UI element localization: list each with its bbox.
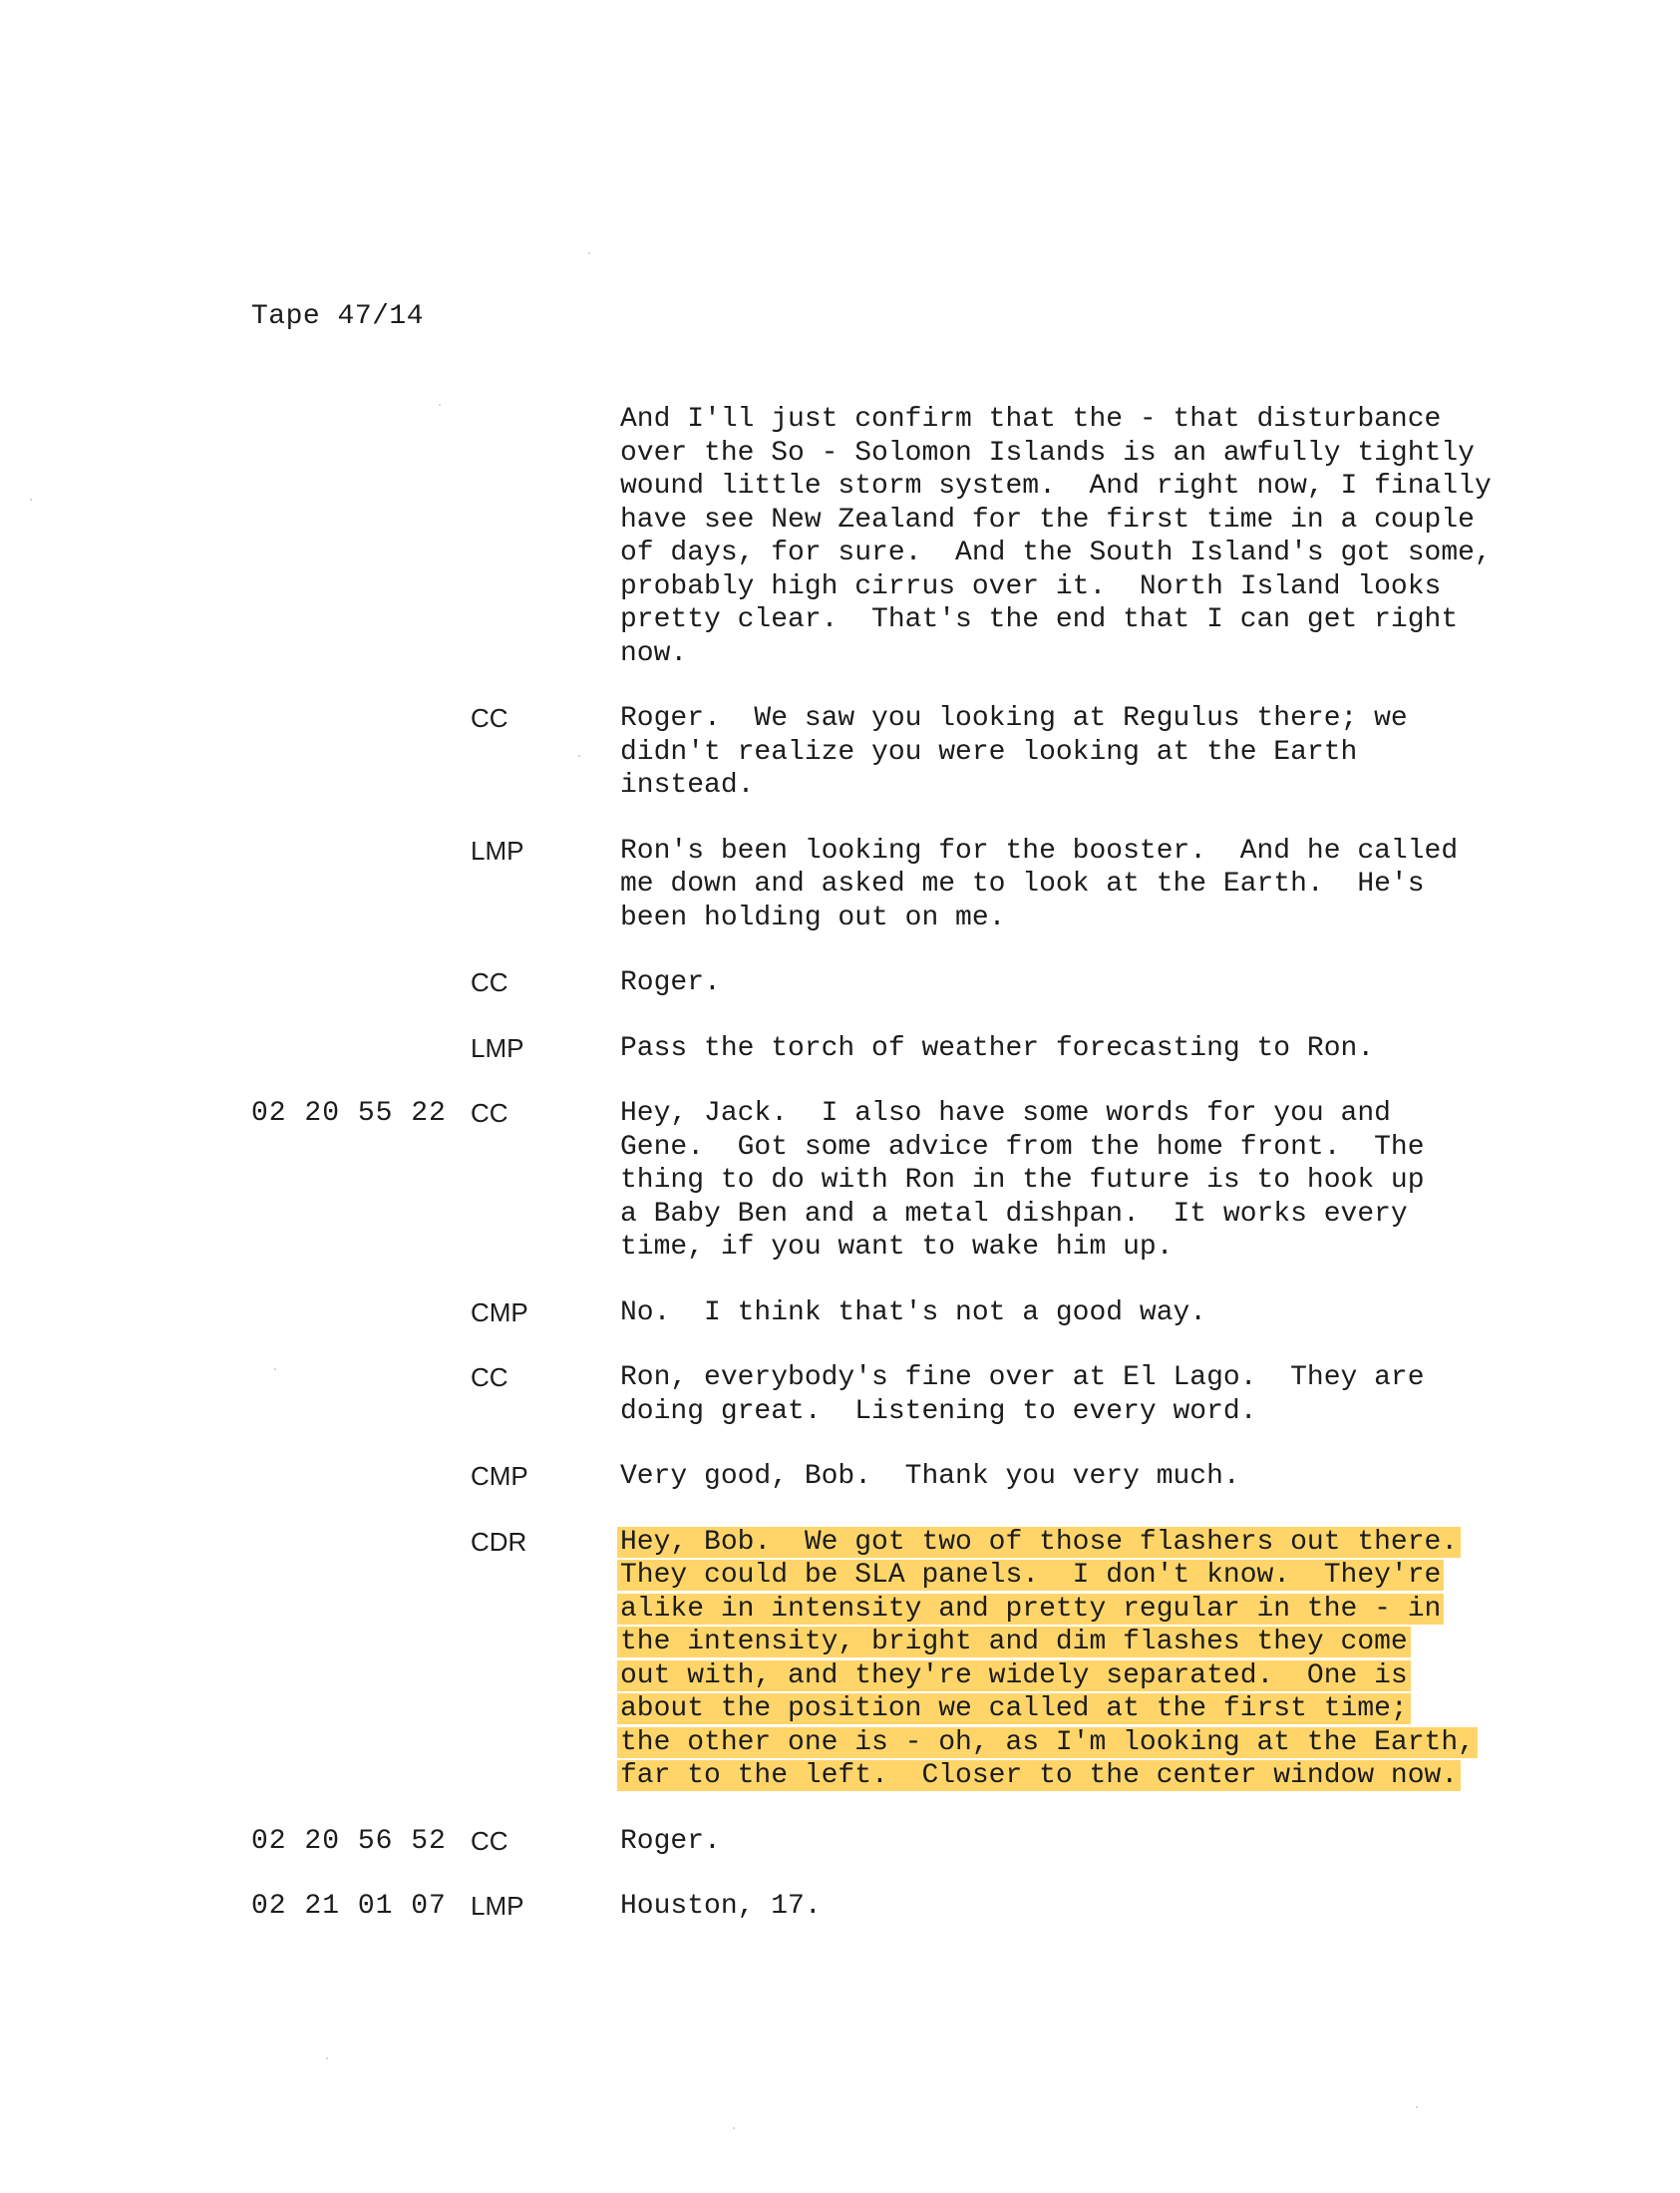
timestamp: 02 20 56 52 [251, 1825, 447, 1857]
transcript-entry [251, 1032, 1527, 1066]
timestamp [251, 1296, 471, 1330]
utterance-line [620, 1395, 1498, 1429]
highlighted-text: far to the left. Closer to the center window now. [617, 1760, 1461, 1791]
line-text: have see New Zealand for the first time in a couple [620, 504, 1475, 536]
line-text: probably high cirrus over it. North Island looks [620, 570, 1442, 602]
transcript-entry [251, 1890, 1527, 1924]
utterance-line [620, 1032, 1498, 1066]
speaker-code: CC [471, 1825, 508, 1856]
paper-speck [274, 1368, 276, 1370]
utterance-line [620, 1164, 1498, 1198]
speaker-code: CDR [471, 1526, 527, 1557]
line-text: pretty clear. That's the end that I can get right [620, 604, 1459, 635]
speaker-code [471, 403, 620, 670]
utterance-text [620, 1825, 1498, 1859]
transcript-entry [251, 403, 1527, 670]
paper-speck [578, 755, 580, 757]
speaker-code: CC [471, 1098, 508, 1128]
utterance-text [620, 1097, 1498, 1265]
highlighted-text: the intensity, bright and dim flashes they come [617, 1627, 1411, 1657]
line-text: didn't realize you were looking at the Earth [620, 736, 1358, 768]
timestamp [251, 966, 471, 1000]
timestamp: 02 21 01 07 [251, 1891, 447, 1922]
line-text: Hey, Jack. I also have some words for you and [620, 1098, 1391, 1129]
highlighted-text: Hey, Bob. We got two of those flashers out there. [617, 1527, 1461, 1558]
paper-speck [30, 499, 32, 501]
line-text: Roger. [620, 967, 721, 998]
line-text: Gene. Got some advice from the home front. The [620, 1131, 1425, 1163]
line-text: Very good, Bob. Thank you very much. [620, 1461, 1240, 1492]
utterance-line [620, 1460, 1498, 1494]
tape-header: Tape 47/14 [251, 301, 425, 332]
line-text: Ron's been looking for the booster. And he called [620, 835, 1459, 867]
utterance-line [620, 537, 1498, 570]
line-text: over the So - Solomon Islands is an awfully tightly [620, 437, 1475, 469]
utterance-line [620, 1825, 1498, 1859]
transcript-entry [251, 835, 1527, 935]
utterance-line [620, 966, 1498, 1000]
transcript-entry [251, 1361, 1527, 1428]
utterance-line [620, 1692, 1498, 1726]
utterance-line [620, 1361, 1498, 1395]
line-text: now. [620, 637, 688, 669]
speaker-code: LMP [471, 835, 524, 866]
utterance-text [620, 702, 1498, 803]
line-text: Houston, 17. [620, 1891, 822, 1922]
utterance-line [620, 1593, 1498, 1627]
utterance-line [620, 403, 1498, 437]
speaker-code: LMP [471, 1891, 524, 1921]
utterance-text [620, 1361, 1498, 1428]
transcript-entry [251, 966, 1527, 1000]
paper-speck [588, 252, 590, 254]
highlighted-text: alike in intensity and pretty regular in the - in [617, 1594, 1444, 1625]
utterance-line [620, 1559, 1498, 1593]
utterance-line [620, 470, 1498, 504]
utterance-text [620, 1460, 1498, 1494]
line-text: of days, for sure. And the South Island's got some, [620, 538, 1492, 568]
timestamp [251, 1032, 471, 1066]
line-text: And I'll just confirm that the - that disturbance [620, 404, 1442, 435]
transcript-entry [251, 1097, 1527, 1265]
utterance-line [620, 1231, 1498, 1265]
line-text: been holding out on me. [620, 902, 1006, 933]
line-text: a Baby Ben and a metal dishpan. It works every [620, 1198, 1408, 1230]
speaker-code: LMP [471, 1032, 524, 1063]
utterance-line [620, 702, 1498, 736]
timestamp: 02 20 55 22 [251, 1098, 447, 1129]
line-text: Ron, everybody's fine over at El Lago. They are [620, 1362, 1425, 1393]
utterance-line [620, 769, 1498, 803]
highlighted-text: about the position we called at the first time; [617, 1693, 1411, 1724]
timestamp [251, 403, 471, 670]
utterance-line [620, 1759, 1498, 1793]
line-text: thing to do with Ron in the future is to hook up [620, 1165, 1425, 1196]
utterance-line [620, 1659, 1498, 1693]
utterance-line [620, 1296, 1498, 1330]
utterance-line [620, 437, 1498, 471]
utterance-text [620, 1526, 1498, 1793]
line-text: No. I think that's not a good way. [620, 1296, 1207, 1328]
paper-speck [326, 2057, 328, 2059]
utterance-line [620, 1626, 1498, 1659]
line-text: Roger. We saw you looking at Regulus there; we [620, 703, 1408, 734]
line-text: Roger. [620, 1825, 721, 1857]
utterance-text [620, 1032, 1498, 1066]
timestamp [251, 702, 471, 803]
utterance-text [620, 1890, 1498, 1924]
speaker-code: CC [471, 703, 508, 733]
utterance-line [620, 504, 1498, 538]
line-text: me down and asked me to look at the Earth. He's [620, 869, 1425, 900]
timestamp [251, 1361, 471, 1428]
utterance-line [620, 1526, 1498, 1560]
paper-speck [1416, 2106, 1418, 2108]
transcript-entry [251, 1296, 1527, 1330]
timestamp [251, 1526, 471, 1793]
utterance-text [620, 403, 1498, 670]
utterance-line [620, 1198, 1498, 1232]
utterance-line [620, 902, 1498, 935]
line-text: time, if you want to wake him up. [620, 1232, 1174, 1263]
transcript-entry [251, 1460, 1527, 1494]
utterance-line [620, 603, 1498, 637]
utterance-line [620, 1890, 1498, 1924]
utterance-line [620, 1726, 1498, 1760]
utterance-line [620, 868, 1498, 902]
line-text: Pass the torch of weather forecasting to Ron. [620, 1032, 1375, 1064]
timestamp [251, 1460, 471, 1494]
speaker-code: CMP [471, 1296, 528, 1327]
utterance-text [620, 966, 1498, 1000]
utterance-line [620, 1097, 1498, 1131]
transcript-entry [251, 1526, 1527, 1793]
transcript-body [251, 403, 1527, 1956]
highlighted-text: the other one is - oh, as I'm looking at the Earth, [617, 1727, 1478, 1758]
utterance-text [620, 1296, 1498, 1330]
highlighted-text: out with, and they're widely separated. One is [617, 1660, 1411, 1691]
utterance-line [620, 835, 1498, 869]
utterance-line [620, 570, 1498, 604]
utterance-text [620, 835, 1498, 935]
line-text: instead. [620, 770, 755, 801]
utterance-line [620, 1131, 1498, 1165]
paper-speck [439, 404, 441, 406]
highlighted-text: They could be SLA panels. I don't know. They're [617, 1560, 1444, 1591]
timestamp [251, 835, 471, 935]
speaker-code: CC [471, 967, 508, 997]
paper-speck [733, 2127, 735, 2129]
speaker-code: CC [471, 1362, 508, 1392]
utterance-line [620, 736, 1498, 770]
line-text: doing great. Listening to every word. [620, 1395, 1257, 1427]
speaker-code: CMP [471, 1461, 528, 1491]
utterance-line [620, 637, 1498, 671]
transcript-entry [251, 1825, 1527, 1859]
transcript-entry [251, 702, 1527, 803]
line-text: wound little storm system. And right now, I finally [620, 471, 1492, 502]
